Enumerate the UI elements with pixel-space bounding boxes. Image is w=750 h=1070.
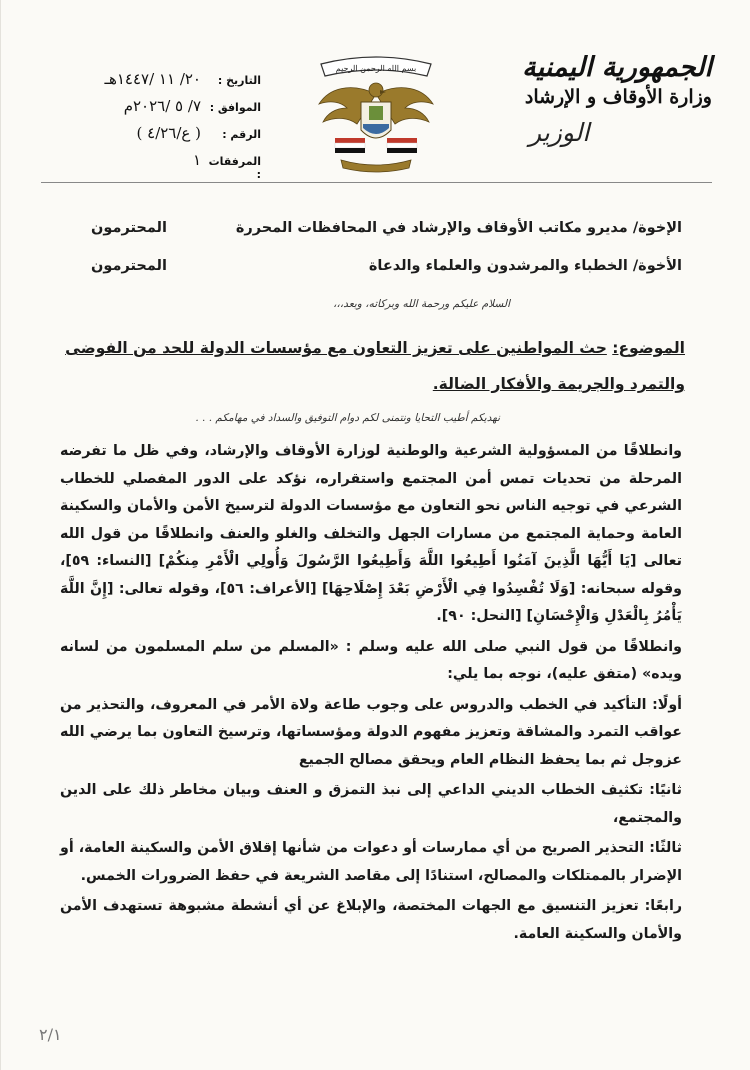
header-divider <box>41 182 712 183</box>
greeting: السلام عليكم ورحمة الله وبركاته، وبعد،،، <box>333 298 510 310</box>
attachments-row <box>71 151 261 181</box>
reference-block <box>71 70 261 181</box>
minister-title: الوزير <box>529 118 590 147</box>
subject-text: حث المواطنين على تعزيز التعاون مع مؤسسات الدولة للحد من الفوضى والتمرد والجريمة والأفكار الضالة. <box>65 339 685 393</box>
corresponding-label: الموافق : <box>209 101 261 114</box>
attachments-value: ١ <box>192 151 201 169</box>
addressee-line <box>91 258 682 274</box>
yemen-eagle-emblem <box>311 42 441 177</box>
reference-row <box>71 124 261 151</box>
letter-body <box>60 438 682 951</box>
basmala-text: بسم الله الرحمن الرحيم <box>335 64 417 73</box>
wishes-line: نهديكم أطيب التحايا ونتمنى لكم دوام التوفيق والسداد في مهامكم . . . <box>195 412 500 424</box>
ministry-name: وزارة الأوقاف و الإرشاد <box>524 86 712 108</box>
corresponding-value: ٧/ ٥ /٢٠٢٦م <box>123 97 201 115</box>
corresponding-row <box>71 97 261 124</box>
addressee-title: المحترمون <box>91 220 167 236</box>
letterhead-right <box>477 52 712 150</box>
date-label: التاريخ : <box>217 74 261 87</box>
country-name: الجمهورية اليمنية <box>522 52 712 83</box>
page-number: ٢/١ <box>39 1025 62 1044</box>
directive-4: رابعًا: تعزيز التنسيق مع الجهات المختصة، والإبلاغ عن أي أنشطة مشبوهة تستهدف الأمن والأمان والسكينة العامة. <box>60 898 682 942</box>
addressee-text: الإخوة/ مديرو مكاتب الأوقاف والإرشاد في المحافظات المحررة <box>235 220 682 236</box>
directive-3: ثالثًا: التحذير الصريح من أي ممارسات أو دعوات من شأنها إقلاق الأمن والسكينة العامة، أو الإضرار بالممتلكات والمصالح، استنادًا إلى مقاصد الشريعة في حفظ الضرورات الخمس. <box>60 840 682 884</box>
directive-1: أولًا: التأكيد في الخطب والدروس على وجوب طاعة ولاة الأمر في المعروف، والتحذير من عواقب التمرد والمشاقة وتعزيز مفهوم الدولة ومؤسساتها، وترسيخ التعاون بما يرضي الله عزوجل ثم بما يحفظ النظام العام ويحقق مصالح الجميع <box>60 696 682 768</box>
reference-label: الرقم : <box>222 128 261 141</box>
subject <box>65 330 685 402</box>
attachments-label: المرفقات : <box>208 155 261 181</box>
date-row <box>71 70 261 97</box>
directive-2: ثانيًا: تكثيف الخطاب الديني الداعي إلى نبذ التمزق و العنف وبيان مخاطر ذلك على الدين والمجتمع، <box>60 782 682 826</box>
date-value: ٢٠/ ١١ /١٤٤٧هـ <box>104 70 201 88</box>
subject-prefix: الموضوع: <box>612 339 685 357</box>
addressee-title: المحترمون <box>91 258 167 274</box>
body-paragraph: وانطلاقًا من قول النبي صلى الله عليه وسلم : «المسلم من سلم المسلمون من لسانه ويده» (متفق عليه)، نوجه بما يلي: <box>60 638 682 682</box>
body-paragraph: وانطلاقًا من المسؤولية الشرعية والوطنية لوزارة الأوقاف والإرشاد، وفي ظل ما تفرضه المرحلة من تحديات تمس أمن المجتمع واستقراره، نؤكد على الدور المفصلي للخطاب الشرعي في توجيه الناس نحو التعاون مع مؤسسات الدولة لترسيخ الأمن والأمان والسكينة العامة وحماية المجتمع من مسارات الجهل والتخلف والغلو والعنف وانطلاقًا من قول الله تعالى [يَا أَيُّهَا الَّذِينَ آمَنُوا أَطِيعُوا اللَّهَ وَأَطِيعُوا الرَّسُولَ وَأُولِي الْأَمْرِ مِنكُمْ] [النساء: ٥٩]، وقوله سبحانه: [وَلَا تُفْسِدُوا فِي الْأَرْضِ بَعْدَ إِصْلَاحِهَا] [الأعراف: ٥٦]، وقوله تعالى: [إِنَّ اللَّهَ يَأْمُرُ بِالْعَدْلِ وَالْإِحْسَانِ] [النحل: ٩٠]. <box>60 443 682 624</box>
reference-value: ( ع/٤/٢٦ ) <box>136 124 201 142</box>
addressee-line <box>91 220 682 236</box>
addressee-text: الأخوة/ الخطباء والمرشدون والعلماء والدعاة <box>368 258 682 274</box>
